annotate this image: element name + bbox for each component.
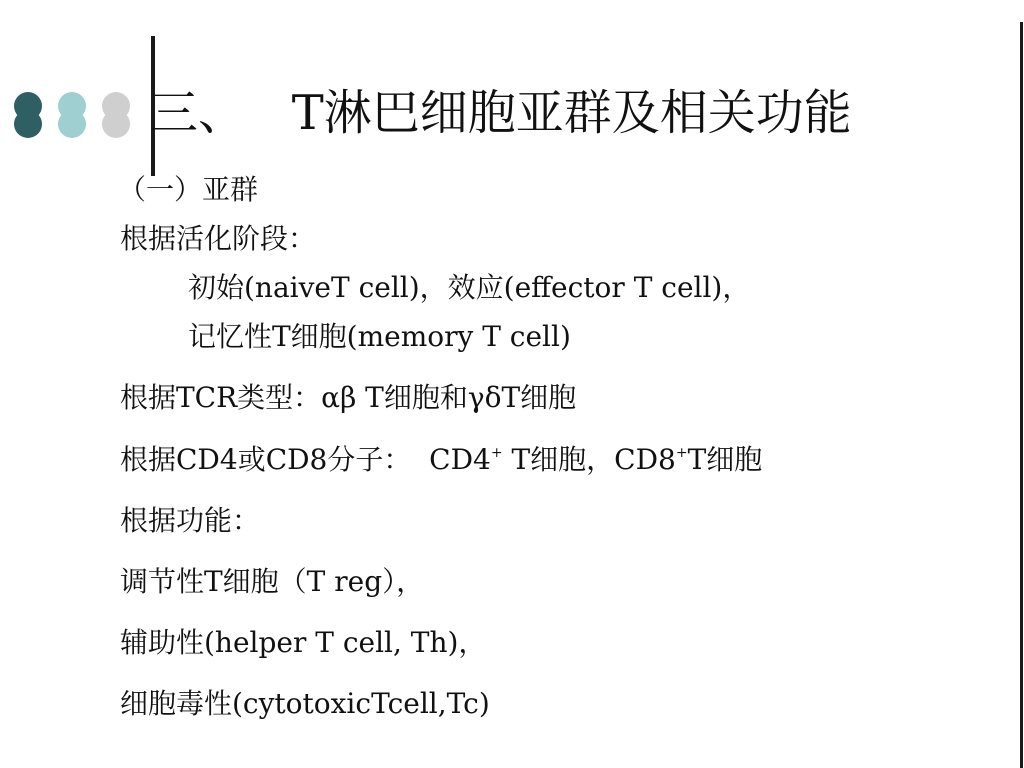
function-heading: 根据功能： <box>120 504 261 537</box>
tcr-type-line: 根据TCR类型：αβ T细胞和γδT细胞 <box>120 381 577 414</box>
activation-line-1: 初始(naiveT cell)，效应(effector T cell)， <box>188 271 751 304</box>
activation-line-2: 记忆性T细胞(memory T cell) <box>188 320 571 353</box>
activation-heading: 根据活化阶段： <box>120 222 317 255</box>
cd-prefix: 根据CD4或CD8分子： CD4 <box>120 443 491 476</box>
cd4-superscript: + <box>490 445 503 461</box>
dark-dot-icon <box>14 92 42 138</box>
decorative-dots <box>14 92 134 142</box>
cd-middle: T细胞，CD8 <box>502 443 676 476</box>
cd8-superscript: + <box>675 445 688 461</box>
treg-line: 调节性T细胞（T reg）， <box>120 565 425 598</box>
section-subtitle: （一）亚群 <box>118 173 259 206</box>
teal-dot-icon <box>58 92 86 138</box>
cd-suffix: T细胞 <box>687 443 763 476</box>
cd-molecule-line <box>120 442 762 478</box>
gray-dot-icon <box>102 92 130 138</box>
slide-title: 三、 T淋巴细胞亚群及相关功能 <box>150 85 852 141</box>
cytotoxic-line: 细胞毒性(cytotoxicTcell,Tc) <box>120 687 490 720</box>
right-border-rule <box>1020 22 1023 768</box>
helper-line: 辅助性(helper T cell, Th)， <box>120 626 487 659</box>
